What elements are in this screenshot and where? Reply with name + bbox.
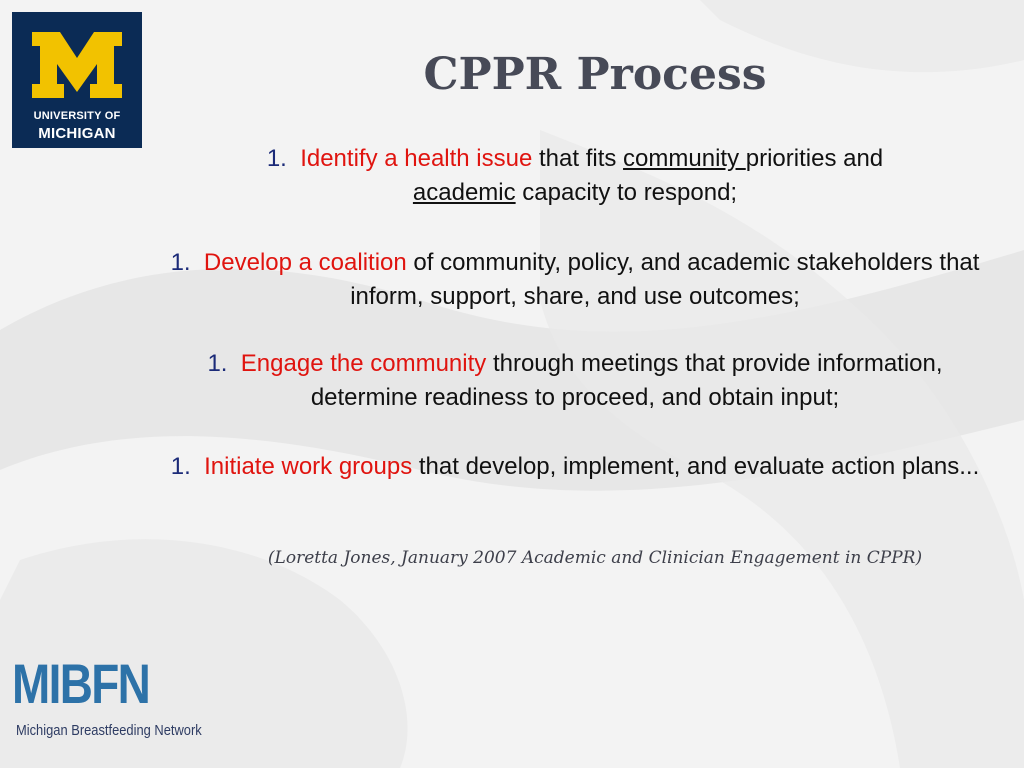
academic-underlined: academic [412,179,516,206]
page-title: CPPR Process [423,49,767,100]
step-number: 1. [170,453,191,480]
step-number: 1. [266,145,287,172]
step-highlight: Identify a health issue [300,145,533,172]
step-text: priorities and [745,145,884,172]
step-text: through meetings that provide information, determine readiness to proceed, and obtain input; [310,350,943,411]
university-of-michigan-logo [12,12,142,148]
step-initiate-work-groups [160,450,990,484]
step-text: that develop, implement, and evaluate action plans... [412,453,980,480]
step-text: of community, policy, and academic stakeholders that inform, support, share, and use outcomes; [350,249,980,310]
step-develop-coalition [160,246,990,314]
step-highlight: Develop a coalition [203,249,407,276]
step-text: capacity to respond; [515,179,738,206]
step-number: 1. [170,249,191,276]
mibfn-wordmark: MIBFN [12,652,150,715]
step-text: that fits [532,145,624,172]
step-identify-health-issue [160,142,990,210]
block-m-shape [32,32,122,98]
step-engage-community [160,347,990,415]
mibfn-tagline: Michigan Breastfeeding Network [16,722,202,739]
michigan-breastfeeding-network-logo [12,652,207,752]
michigan-label: MICHIGAN [38,125,116,142]
community-underlined: community [623,145,746,172]
citation: (Loretta Jones, January 2007 Academic and Clinician Engagement in CPPR) [267,548,923,568]
university-of-label: UNIVERSITY OF [33,110,121,122]
block-m-icon [26,28,128,102]
step-highlight: Initiate work groups [204,453,413,480]
step-highlight: Engage the community [240,350,487,377]
step-number: 1. [207,350,228,377]
